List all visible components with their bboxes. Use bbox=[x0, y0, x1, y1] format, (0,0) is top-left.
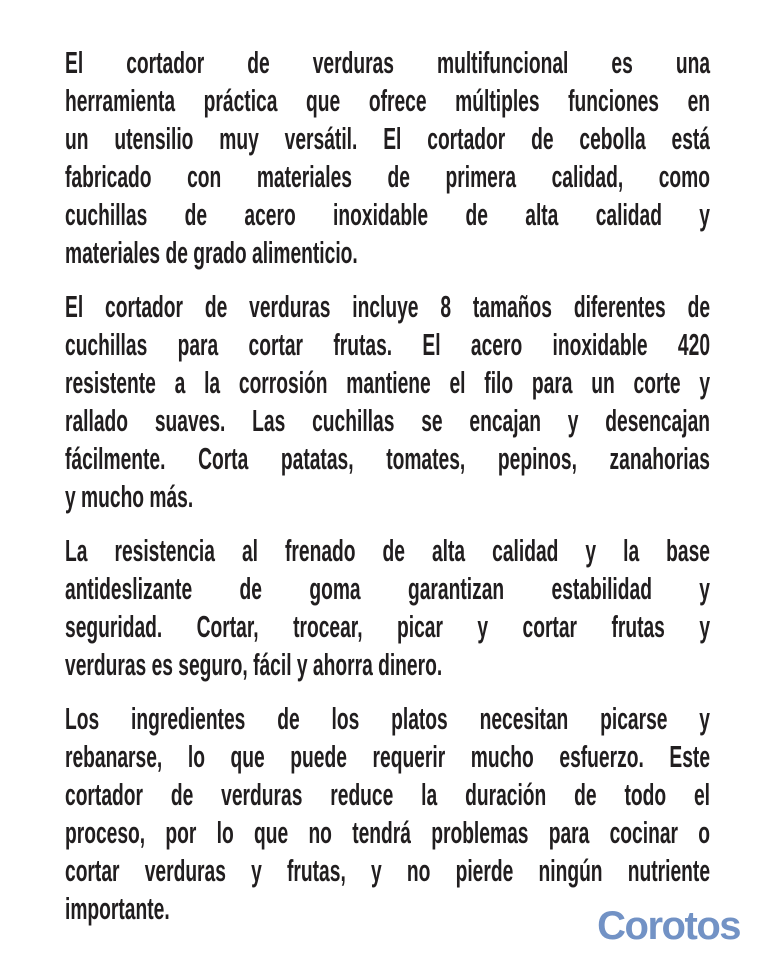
text-line: un utensilio muy versátil. El cortador de cebolla está bbox=[65, 121, 711, 156]
text-line: verduras es seguro, fácil y ahorra dinero. bbox=[65, 647, 443, 682]
text-line: rallado suaves. Las cuchillas se encajan y desencajan bbox=[65, 403, 711, 438]
text-line: seguridad. Cortar, trocear, picar y cortar frutas y bbox=[65, 609, 711, 644]
text-line: cortar verduras y frutas, y no pierde ningún nutriente bbox=[65, 853, 711, 888]
text-line: materiales de grado alimenticio. bbox=[65, 235, 358, 270]
text-line: rebanarse, lo que puede requerir mucho esfuerzo. Este bbox=[65, 739, 711, 774]
text-line: El cortador de verduras incluye 8 tamaños diferentes de bbox=[65, 289, 711, 324]
paragraph bbox=[65, 700, 710, 928]
text-line: fácilmente. Corta patatas, tomates, pepinos, zanahorias bbox=[65, 441, 711, 476]
text-line: antideslizante de goma garantizan estabilidad y bbox=[65, 571, 711, 606]
text-line: fabricado con materiales de primera calidad, como bbox=[65, 159, 711, 194]
text-line: cortador de verduras reduce la duración de todo el bbox=[65, 777, 711, 812]
text-line: El cortador de verduras multifuncional es una bbox=[65, 45, 711, 80]
text-line: importante. bbox=[65, 891, 170, 926]
text-line: La resistencia al frenado de alta calidad y la base bbox=[65, 533, 711, 568]
corotos-watermark-logo: Corotos bbox=[597, 904, 740, 948]
text-line: herramienta práctica que ofrece múltiples funciones en bbox=[65, 83, 711, 118]
text-line: resistente a la corrosión mantiene el filo para un corte y bbox=[65, 365, 711, 400]
text-line: Los ingredientes de los platos necesitan picarse y bbox=[65, 701, 711, 736]
paragraph bbox=[65, 288, 710, 516]
paragraph bbox=[65, 44, 710, 272]
text-line: cuchillas para cortar frutas. El acero inoxidable 420 bbox=[65, 327, 711, 362]
text-line: y mucho más. bbox=[65, 479, 194, 514]
text-line: proceso, por lo que no tendrá problemas para cocinar o bbox=[65, 815, 711, 850]
text-line: cuchillas de acero inoxidable de alta calidad y bbox=[65, 197, 711, 232]
paragraph bbox=[65, 532, 710, 684]
document-page bbox=[65, 44, 710, 928]
